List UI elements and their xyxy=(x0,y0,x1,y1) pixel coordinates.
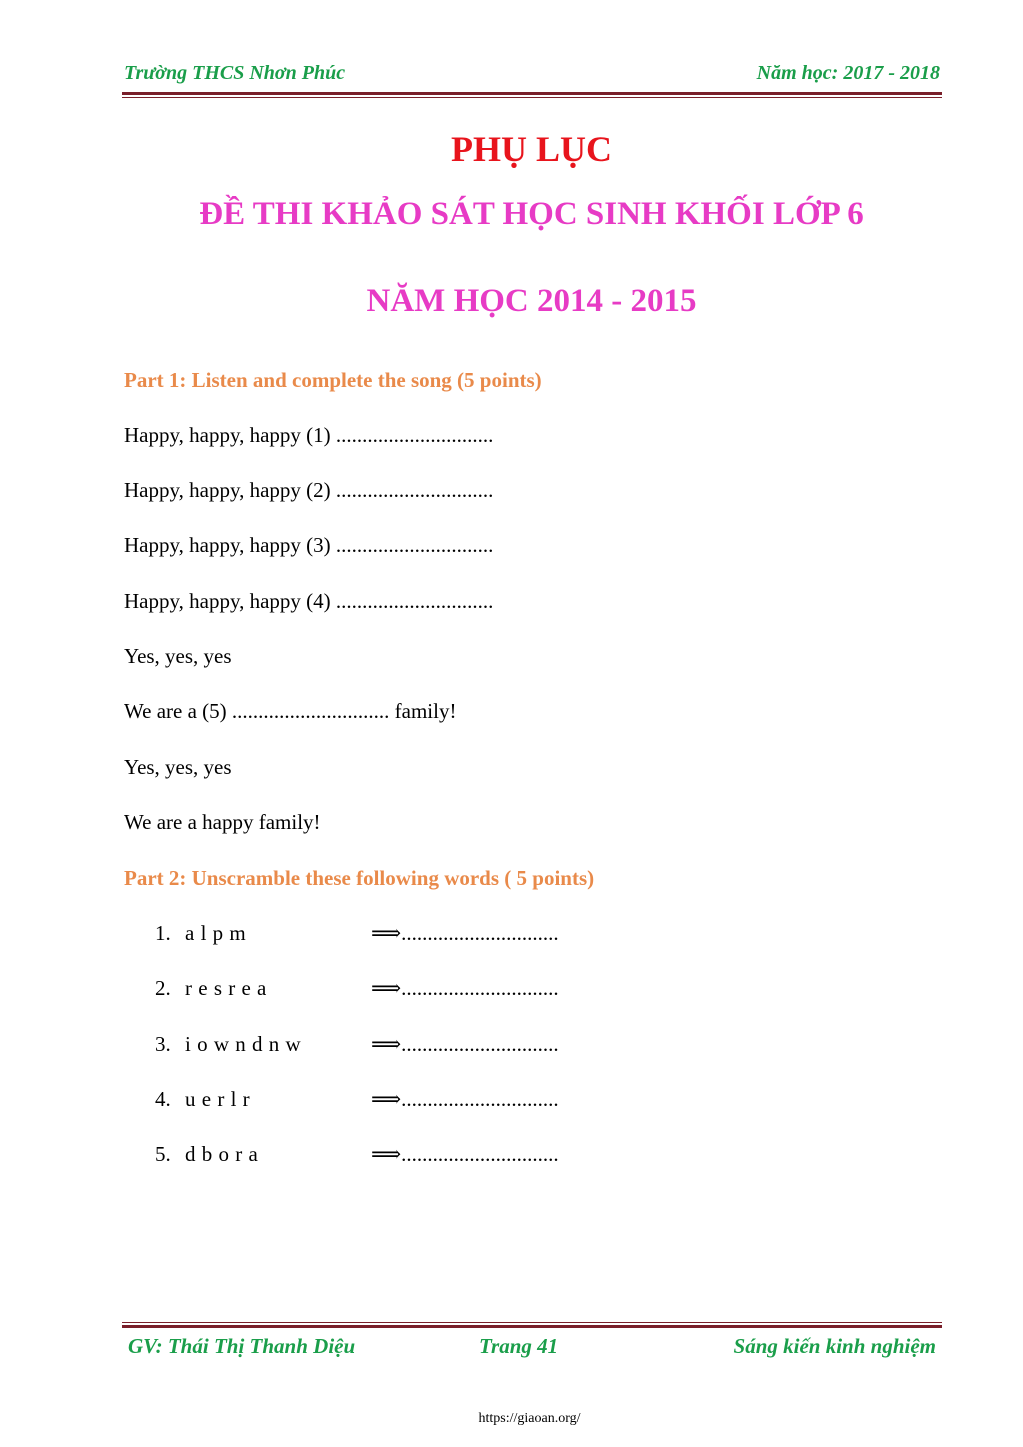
answer-blank: ⟹.............................. xyxy=(371,1142,559,1166)
song-line: Yes, yes, yes xyxy=(124,644,232,668)
scrambled-letters: r e s r e a xyxy=(185,976,267,1000)
answer-blank: ⟹.............................. xyxy=(371,1032,559,1056)
header-school: Trường THCS Nhơn Phúc xyxy=(124,62,346,84)
footer-rule xyxy=(122,1322,942,1328)
source-url[interactable]: https://giaoan.org/ xyxy=(478,1411,581,1426)
item-number: 3. xyxy=(155,1032,171,1056)
title-main: PHỤ LỤC xyxy=(451,129,612,169)
footer-page-number: Trang 41 xyxy=(479,1334,559,1358)
page-header xyxy=(124,62,940,90)
item-number: 2. xyxy=(155,976,171,1000)
song-line: Yes, yes, yes xyxy=(124,755,232,779)
answer-blank: ⟹.............................. xyxy=(371,1087,559,1111)
footer-teacher: GV: Thái Thị Thanh Diệu xyxy=(128,1334,356,1358)
scrambled-letters: d b o r a xyxy=(185,1142,259,1166)
item-number: 5. xyxy=(155,1142,171,1166)
unscramble-item xyxy=(155,1142,655,1170)
part1-heading: Part 1: Listen and complete the song (5 points) xyxy=(124,368,542,392)
title-line-2: NĂM HỌC 2014 - 2015 xyxy=(366,283,697,319)
scrambled-letters: i o w n d n w xyxy=(185,1032,302,1056)
title-line-1: ĐỀ THI KHẢO SÁT HỌC SINH KHỐI LỚP 6 xyxy=(199,196,864,232)
item-number: 1. xyxy=(155,921,171,945)
part2-heading: Part 2: Unscramble these following words ( 5 points) xyxy=(124,866,595,890)
scrambled-letters: a l p m xyxy=(185,921,247,945)
unscramble-item xyxy=(155,1032,655,1060)
scrambled-letters: u e r l r xyxy=(185,1087,251,1111)
footer-label: Sáng kiến kinh nghiệm xyxy=(733,1334,936,1358)
answer-blank: ⟹.............................. xyxy=(371,976,559,1000)
unscramble-item xyxy=(155,1087,655,1115)
song-line: Happy, happy, happy (4) .............................. xyxy=(124,589,494,613)
unscramble-item xyxy=(155,921,655,949)
page-footer xyxy=(124,1334,936,1362)
item-number: 4. xyxy=(155,1087,171,1111)
song-line: We are a (5) .............................. family! xyxy=(124,699,457,723)
header-year: Năm học: 2017 - 2018 xyxy=(756,62,940,84)
song-line: We are a happy family! xyxy=(124,810,321,834)
answer-blank: ⟹.............................. xyxy=(371,921,559,945)
header-rule xyxy=(122,92,942,98)
song-line: Happy, happy, happy (1) .............................. xyxy=(124,423,494,447)
song-line: Happy, happy, happy (3) .............................. xyxy=(124,533,494,557)
song-line: Happy, happy, happy (2) .............................. xyxy=(124,478,494,502)
unscramble-item xyxy=(155,976,655,1004)
